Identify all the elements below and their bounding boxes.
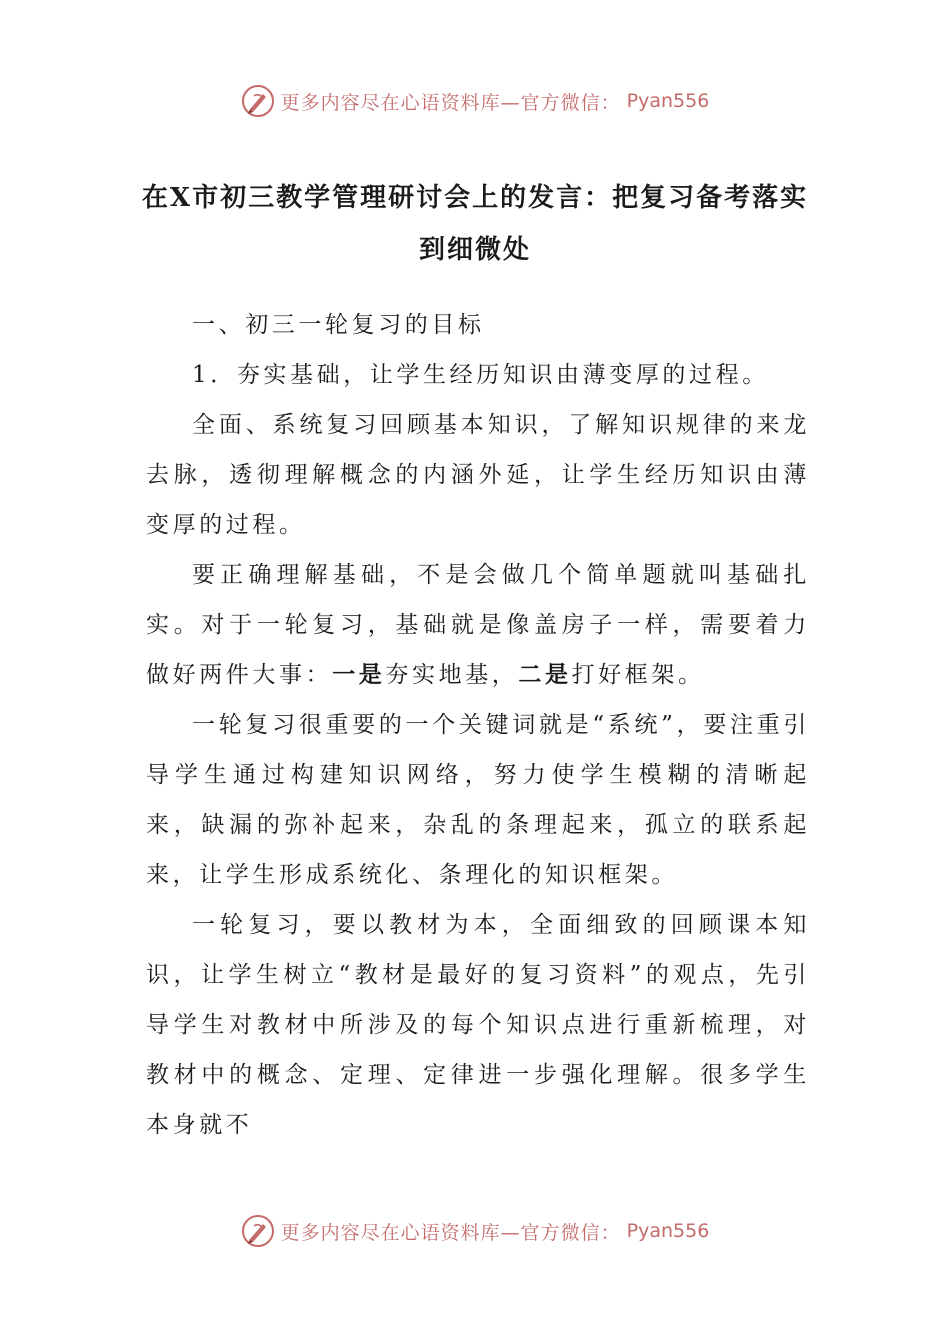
watermark-text: 更多内容尽在心语资料库—官方微信： [280, 1221, 621, 1244]
document-title: 在X市初三教学管理研讨会上的发言：把复习备考落实到细微处 [141, 183, 809, 265]
paragraph-text: 夯实地基， [385, 662, 519, 688]
document-body [146, 300, 810, 1150]
watermark-id: Pyan556 [626, 90, 710, 112]
paragraph-lead: 要正确理解基础，不是会做几个简单题就叫基础扎实。对于一轮复习，基础就是像盖房子一样，需要着力做好两件大事： [146, 562, 810, 688]
paragraph-text: 打好框架。 [571, 662, 705, 688]
section-heading: 一、初三一轮复习的目标 [192, 312, 485, 338]
paragraph: 全面、系统复习回顾基本知识，了解知识规律的来龙去脉，透彻理解概念的内涵外延，让学生经历知识由薄变厚的过程。 [146, 412, 810, 538]
paragraph: 一轮复习很重要的一个关键词就是“系统”，要注重引导学生通过构建知识网络，努力使学生模糊的清晰起来，缺漏的弥补起来，杂乱的条理起来，孤立的联系起来，让学生形成系统化、条理化的知识框架。 [146, 712, 810, 888]
pen-logo-icon [241, 84, 275, 118]
paragraph-with-emphasis [146, 550, 810, 700]
point-heading: 1．夯实基础，让学生经历知识由薄变厚的过程。 [192, 362, 769, 388]
emphasis-first: 一是 [332, 661, 386, 688]
watermark-footer [0, 1214, 950, 1248]
pen-logo-icon [241, 1214, 275, 1248]
paragraph: 一轮复习，要以教材为本，全面细致的回顾课本知识，让学生树立“教材是最好的复习资料”的观点，先引导学生对教材中所涉及的每个知识点进行重新梳理，对教材中的概念、定理、定律进一步强化理解。很多学生本身就不 [146, 912, 810, 1138]
watermark-header [0, 84, 950, 118]
watermark-text: 更多内容尽在心语资料库—官方微信： [280, 91, 621, 114]
watermark-id: Pyan556 [626, 1220, 710, 1242]
emphasis-second: 二是 [518, 661, 572, 688]
